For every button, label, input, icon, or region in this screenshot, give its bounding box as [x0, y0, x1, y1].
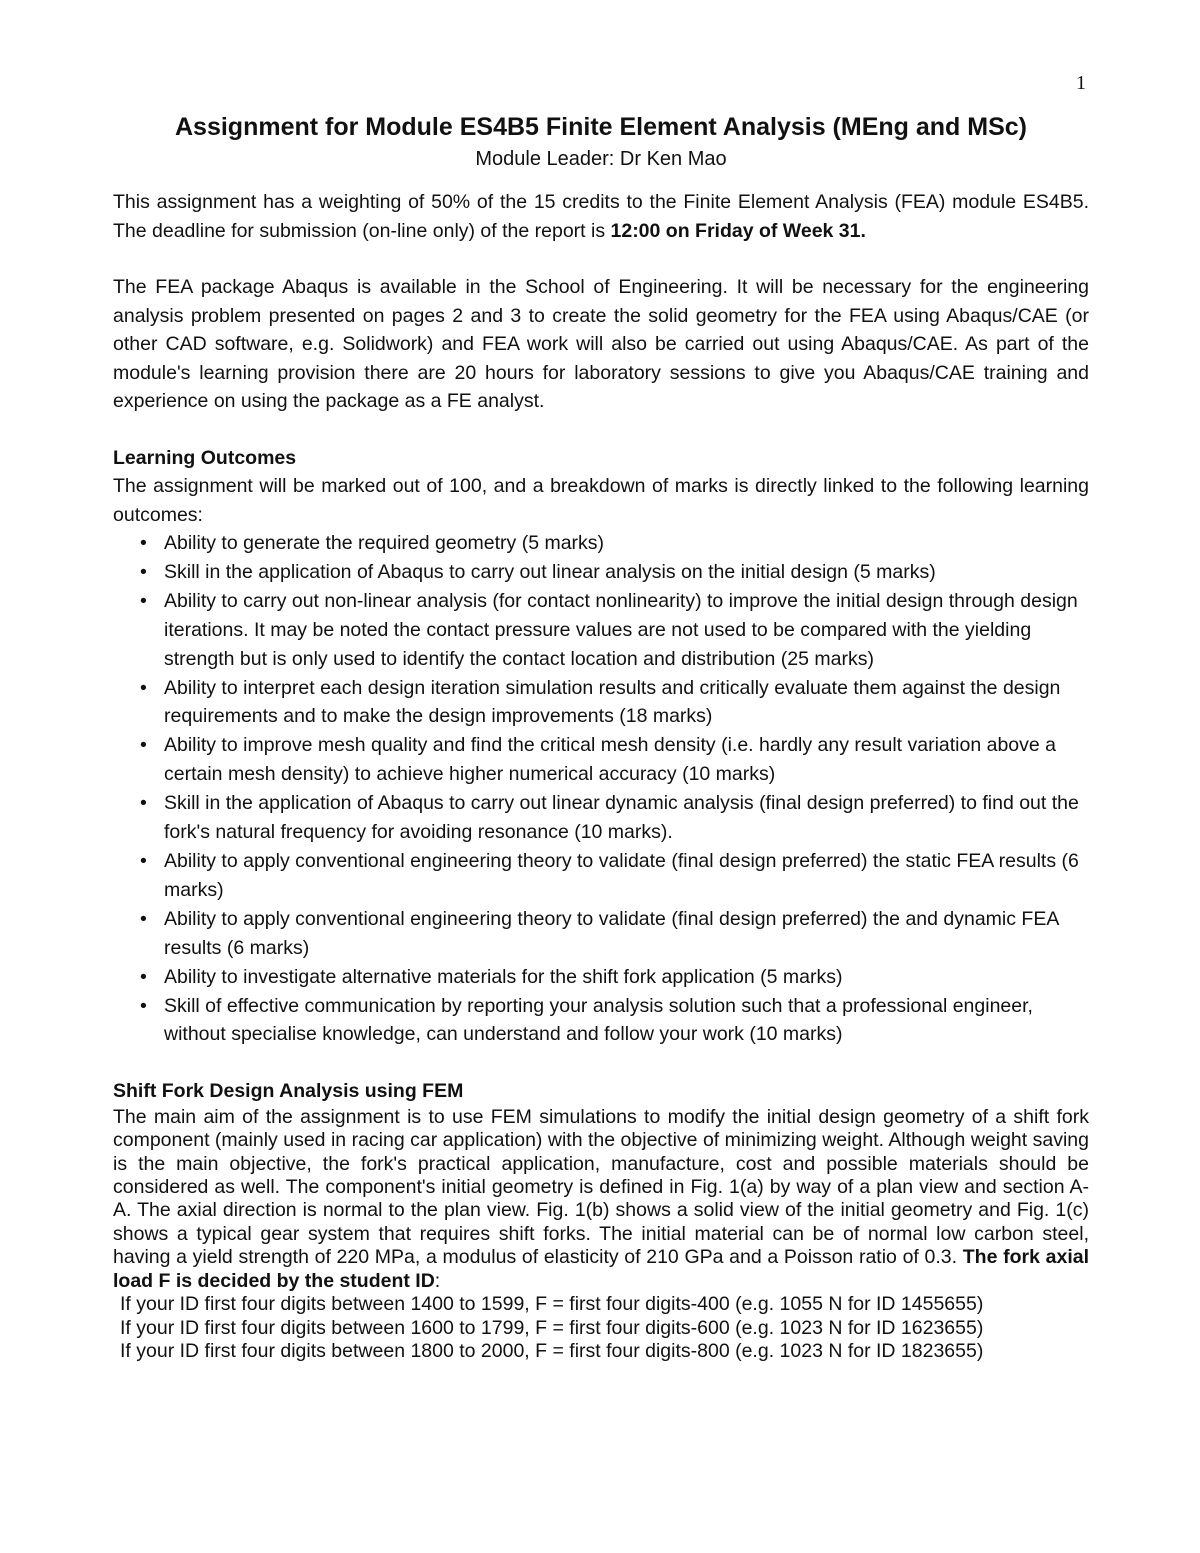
list-item: • Skill of effective communication by reporting your analysis solution such that a professional engineer, without specialise knowledge, can understand and follow your work (10 marks) [113, 992, 1089, 1050]
intro-text: This assignment has a weighting of 50% of the 15 credits to the Finite Element Analysis (FEA) module ES4B5. The deadline for submission (on-line only) of the report is [113, 191, 1089, 242]
page-title: Assignment for Module ES4B5 Finite Element Analysis (MEng and MSc) [175, 113, 1027, 141]
bullet-icon: • [140, 965, 147, 988]
axial-load-colon: : [434, 1269, 441, 1292]
deadline-end: . [860, 219, 866, 242]
list-item: • Ability to investigate alternative materials for the shift fork application (5 marks) [113, 963, 1089, 992]
shift-fork-text: The main aim of the assignment is to use FEM simulations to modify the initial design geometry of a shift fork component (mainly used in racing car application) with the objective of minimizing weight. Although weight saving is the main objective, the fork's practical application, manufacture, cost and possible materials should be considered as well. The component's initial geometry is defined in Fig. 1(a) by way of a plan view and section A-A. The axial direction is normal to the plan view. Fig. 1(b) shows a solid view of the initial geometry and Fig. 1(c) shows a typical gear system that requires shift forks. The initial material can be of normal low carbon steel, having a yield strength of 220 MPa, a modulus of elasticity of 210 GPa and a Poisson ratio of 0.3. [113, 1105, 1089, 1269]
list-item: • Ability to apply conventional engineering theory to validate (final design preferred) the static FEA results (6 marks) [113, 847, 1089, 905]
module-leader: Module Leader: Dr Ken Mao [475, 148, 727, 170]
list-item: • Ability to generate the required geometry (5 marks) [113, 529, 1089, 558]
bullet-icon: • [140, 560, 147, 583]
axial-load-rule: The fork axial load F is decided by the student ID [113, 1246, 1089, 1292]
intro-paragraph [113, 188, 1089, 245]
document-body [113, 110, 1089, 1364]
abaqus-paragraph: The FEA package Abaqus is available in the School of Engineering. It will be necessary for the engineering analysis problem presented on pages 2 and 3 to create the solid geometry for the FEA using Abaqus/CAE (or other CAD software, e.g. Solidwork) and FEA work will also be carried out using Abaqus/CAE. As part of the module's learning provision there are 20 hours for laboratory sessions to give you Abaqus/CAE training and experience on using the package as a FE analyst. [113, 276, 1089, 412]
list-item: • Ability to improve mesh quality and find the critical mesh density (i.e. hardly any result variation above a certain mesh density) to achieve higher numerical accuracy (10 marks) [113, 731, 1089, 789]
learning-outcomes-heading: Learning Outcomes [113, 446, 297, 469]
id-rule-1800: If your ID first four digits between 1800 to 2000, F = first four digits-800 (e.g. 1023 N for ID 1823655) [120, 1340, 984, 1363]
list-item: • Ability to carry out non-linear analysis (for contact nonlinearity) to improve the initial design through design iterations. It may be noted the contact pressure values are not used to be compared with the yielding strength but is only used to identify the contact location and distribution (25 marks) [113, 587, 1089, 674]
id-rule-1400: If your ID first four digits between 1400 to 1599, F = first four digits-400 (e.g. 1055 N for ID 1455655) [120, 1293, 984, 1316]
list-item: • Ability to interpret each design iteration simulation results and critically evaluate them against the design requirements and to make the design improvements (18 marks) [113, 674, 1089, 732]
deadline: 12:00 on Friday of Week 31 [610, 219, 861, 242]
shift-fork-paragraph [113, 1106, 1089, 1293]
bullet-icon: • [140, 532, 147, 554]
bullet-icon: • [140, 589, 147, 612]
learning-outcomes-list [113, 529, 1089, 1049]
bullet-icon: • [140, 792, 147, 815]
bullet-icon: • [140, 676, 147, 699]
shift-fork-heading: Shift Fork Design Analysis using FEM [113, 1080, 464, 1103]
learning-outcomes-intro: The assignment will be marked out of 100, and a breakdown of marks is directly linked to the following learning outcomes: [113, 475, 1089, 526]
id-rule-1600: If your ID first four digits between 1600 to 1799, F = first four digits-600 (e.g. 1023 N for ID 1623655) [120, 1316, 984, 1339]
page-number: 1 [1076, 72, 1086, 94]
list-item: • Skill in the application of Abaqus to carry out linear analysis on the initial design (5 marks) [113, 558, 1089, 587]
bullet-icon: • [140, 734, 147, 757]
bullet-icon: • [140, 994, 147, 1017]
list-item: • Ability to apply conventional engineering theory to validate (final design preferred) the and dynamic FEA results (6 marks) [113, 905, 1089, 963]
bullet-icon: • [140, 849, 147, 872]
list-item: • Skill in the application of Abaqus to carry out linear dynamic analysis (final design preferred) to find out the fork's natural frequency for avoiding resonance (10 marks). [113, 789, 1089, 847]
bullet-icon: • [140, 907, 147, 930]
